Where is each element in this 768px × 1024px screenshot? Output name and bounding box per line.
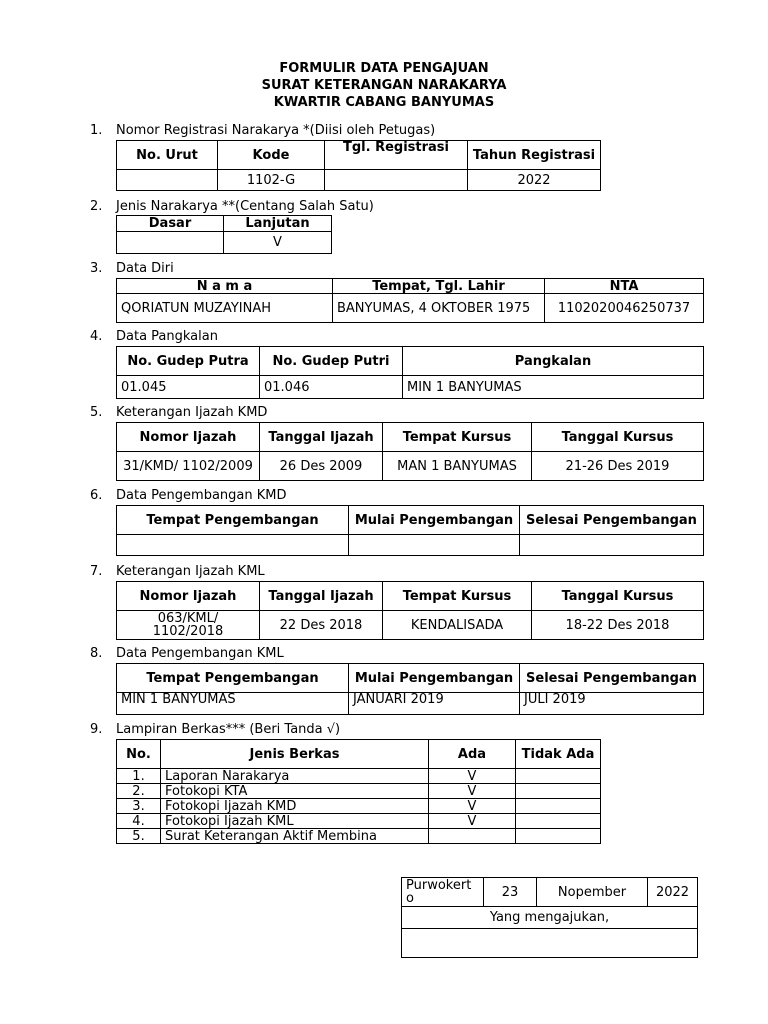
- cell-nta[interactable]: 110202004625073​7: [545, 294, 704, 323]
- section-9-heading: [90, 722, 340, 738]
- header-tanggal-ijazah: Tanggal Ijazah: [260, 423, 383, 452]
- table-row: [117, 829, 601, 844]
- form-subtitle: SURAT KETERANGAN NARAKARYA: [261, 78, 507, 93]
- cell-tempat-kursus[interactable]: MAN 1 BANYUMAS: [383, 452, 532, 481]
- section-label: Data Pengembangan KML: [116, 646, 284, 661]
- cell-mulai-pengembangan[interactable]: JANUARI 2019: [349, 693, 520, 715]
- signature-table: [401, 877, 698, 958]
- section-number: 3.: [90, 261, 103, 276]
- header-tempat-pengembangan: Tempat Pengembangan: [117, 506, 349, 535]
- applicant-label: Yang mengajukan,: [402, 907, 698, 929]
- cell-tempat-tgl-lahir[interactable]: BANYUMAS, 4 OKTOBER 1975: [333, 294, 545, 323]
- registration-table: [116, 140, 601, 191]
- table-row: [117, 784, 601, 799]
- cell-tempat-pengembangan[interactable]: MIN 1 BANYUMAS: [117, 693, 349, 715]
- section-label: Nomor Registrasi Narakarya *(Diisi oleh Petugas): [116, 123, 436, 138]
- table-row: [117, 814, 601, 829]
- header-gudep-putri: No. Gudep Putri: [260, 347, 403, 376]
- cell-tidak-ada[interactable]: [516, 769, 601, 784]
- header-tempat-pengembangan: Tempat Pengembangan: [117, 664, 349, 693]
- header-nta: NTA: [545, 279, 704, 294]
- section-4-heading: [90, 329, 218, 345]
- header-nama: N a m a: [117, 279, 333, 294]
- header-selesai-pengembangan: Selesai Pengembangan: [520, 664, 704, 693]
- cell-tempat-pengembangan[interactable]: [117, 535, 349, 556]
- header-pangkalan: Pangkalan: [403, 347, 704, 376]
- cell-no: 1.: [117, 769, 161, 784]
- section-3-heading: [90, 261, 174, 277]
- header-mulai-pengembangan: Mulai Pengembangan: [349, 506, 520, 535]
- section-number: 6.: [90, 488, 103, 503]
- section-1-heading: [90, 123, 435, 139]
- section-label: Data Pengembangan KMD: [116, 488, 287, 503]
- section-label: Keterangan Ijazah KML: [116, 564, 265, 579]
- ijazah-kml-table: [116, 581, 704, 640]
- header-lanjutan: Lanjutan: [224, 216, 332, 232]
- cell-ada[interactable]: V: [429, 784, 516, 799]
- signature-year[interactable]: 2022: [648, 878, 698, 907]
- cell-mulai-pengembangan[interactable]: [349, 535, 520, 556]
- ijazah-kmd-table: [116, 422, 704, 481]
- header-dasar: Dasar: [117, 216, 224, 232]
- cell-selesai-pengembangan[interactable]: JULI 2019: [520, 693, 704, 715]
- cell-tempat-kursus[interactable]: KENDALISADA: [383, 611, 532, 640]
- cell-no: 4.: [117, 814, 161, 829]
- section-8-heading: [90, 646, 284, 662]
- cell-tidak-ada[interactable]: [516, 799, 601, 814]
- cell-nomor-ijazah[interactable]: 063/KML/ 1102/2018: [117, 611, 260, 640]
- cell-ada[interactable]: [429, 829, 516, 844]
- table-row: [117, 799, 601, 814]
- data-diri-table: [116, 278, 704, 323]
- section-2-heading: [90, 199, 374, 215]
- cell-tidak-ada[interactable]: [516, 829, 601, 844]
- cell-dasar[interactable]: [117, 232, 224, 254]
- cell-no: 3.: [117, 799, 161, 814]
- header-tanggal-kursus: Tanggal Kursus: [532, 423, 704, 452]
- cell-gudep-putri[interactable]: 01.046: [260, 376, 403, 399]
- signature-place[interactable]: Purwokerto: [402, 878, 484, 907]
- header-kode: Kode: [218, 141, 325, 170]
- header-ada: Ada: [429, 740, 516, 769]
- cell-no: 2.: [117, 784, 161, 799]
- header-no-urut: No. Urut: [117, 141, 218, 170]
- signature-month[interactable]: Nopember: [537, 878, 648, 907]
- section-label: Jenis Narakarya **(Centang Salah Satu): [116, 199, 374, 214]
- header-nomor-ijazah: Nomor Ijazah: [117, 582, 260, 611]
- header-mulai-pengembangan: Mulai Pengembangan: [349, 664, 520, 693]
- header-tempat-tgl-lahir: Tempat, Tgl. Lahir: [333, 279, 545, 294]
- cell-nama[interactable]: QORIATUN MUZAYINAH: [117, 294, 333, 323]
- section-label: Lampiran Berkas*** (Beri Tanda √): [116, 722, 341, 737]
- signature-day[interactable]: 23: [484, 878, 537, 907]
- section-6-heading: [90, 488, 287, 504]
- section-number: 1.: [90, 123, 103, 138]
- cell-no: 5.: [117, 829, 161, 844]
- pengembangan-kmd-table: [116, 505, 704, 556]
- header-tgl-registrasi: Tgl. Registrasi: [325, 141, 468, 170]
- header-gudep-putra: No. Gudep Putra: [117, 347, 260, 376]
- section-number: 7.: [90, 564, 103, 579]
- header-tempat-kursus: Tempat Kursus: [383, 582, 532, 611]
- section-number: 2.: [90, 199, 103, 214]
- cell-tgl-registrasi[interactable]: [325, 170, 468, 191]
- cell-kode[interactable]: 1102-G: [218, 170, 325, 191]
- cell-nomor-ijazah[interactable]: 31/KMD/ 1102/2009: [117, 452, 260, 481]
- cell-gudep-putra[interactable]: 01.045: [117, 376, 260, 399]
- header-jenis-berkas: Jenis Berkas: [161, 740, 429, 769]
- section-5-heading: [90, 405, 267, 421]
- cell-tanggal-ijazah[interactable]: 26 Des 2009: [260, 452, 383, 481]
- cell-ada[interactable]: V: [429, 799, 516, 814]
- section-number: 9.: [90, 722, 103, 737]
- lampiran-table: [116, 739, 601, 844]
- cell-pangkalan[interactable]: MIN 1 BANYUMAS: [403, 376, 704, 399]
- section-number: 5.: [90, 405, 103, 420]
- header-tahun-registrasi: Tahun Registrasi: [468, 141, 601, 170]
- signature-area[interactable]: [402, 929, 698, 958]
- header-tempat-kursus: Tempat Kursus: [383, 423, 532, 452]
- header-selesai-pengembangan: Selesai Pengembangan: [520, 506, 704, 535]
- cell-lanjutan[interactable]: V: [224, 232, 332, 254]
- cell-tidak-ada[interactable]: [516, 784, 601, 799]
- header-tidak-ada: Tidak Ada: [516, 740, 601, 769]
- cell-tanggal-kursus[interactable]: 21-26 Des 2019: [532, 452, 704, 481]
- cell-selesai-pengembangan[interactable]: [520, 535, 704, 556]
- cell-jenis-berkas: Fotokopi Ijazah KMD: [161, 799, 429, 814]
- section-label: Keterangan Ijazah KMD: [116, 405, 268, 420]
- pangkalan-table: [116, 346, 704, 399]
- section-number: 8.: [90, 646, 103, 661]
- cell-tidak-ada[interactable]: [516, 814, 601, 829]
- cell-no-urut[interactable]: [117, 170, 218, 191]
- header-no: No.: [117, 740, 161, 769]
- form-organization: KWARTIR CABANG BANYUMAS: [273, 95, 495, 110]
- form-title: FORMULIR DATA PENGAJUAN: [279, 61, 489, 76]
- cell-tanggal-ijazah[interactable]: 22 Des 2018: [260, 611, 383, 640]
- header-tanggal-kursus: Tanggal Kursus: [532, 582, 704, 611]
- section-number: 4.: [90, 329, 103, 344]
- cell-jenis-berkas: Laporan Narakarya: [161, 769, 429, 784]
- cell-ada[interactable]: V: [429, 814, 516, 829]
- cell-jenis-berkas: Fotokopi Ijazah KML: [161, 814, 429, 829]
- section-7-heading: [90, 564, 265, 580]
- cell-tahun-registrasi[interactable]: 2022: [468, 170, 601, 191]
- section-label: Data Diri: [116, 261, 174, 276]
- jenis-narakarya-table: [116, 215, 332, 254]
- cell-tanggal-kursus[interactable]: 18-22 Des 2018: [532, 611, 704, 640]
- table-row: [117, 769, 601, 784]
- section-label: Data Pangkalan: [116, 329, 218, 344]
- cell-jenis-berkas: Surat Keterangan Aktif Membina: [161, 829, 429, 844]
- cell-jenis-berkas: Fotokopi KTA: [161, 784, 429, 799]
- header-tanggal-ijazah: Tanggal Ijazah: [260, 582, 383, 611]
- cell-ada[interactable]: V: [429, 769, 516, 784]
- pengembangan-kml-table: [116, 663, 704, 715]
- header-nomor-ijazah: Nomor Ijazah: [117, 423, 260, 452]
